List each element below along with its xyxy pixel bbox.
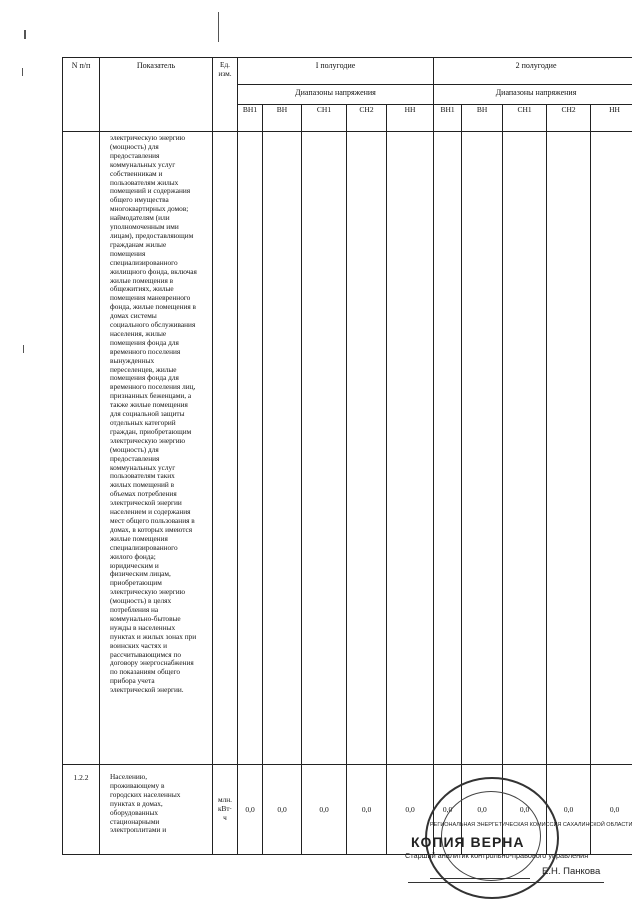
continuation-line: электрическую энергию (110, 133, 186, 142)
row-unit-cell (213, 765, 238, 855)
continuation-line: жилые помещения (110, 533, 168, 543)
continuation-line: населения, жилые (110, 328, 167, 338)
scan-speck (24, 30, 26, 39)
continuation-line: (мощность) для (110, 444, 159, 454)
unit-line: ч (223, 812, 227, 822)
continuation-line: лицам), предоставляющим (110, 230, 194, 240)
header-vn: ВН (263, 105, 302, 132)
continuation-line: помещений и содержания (110, 186, 191, 196)
header-vn: ВН (462, 105, 503, 132)
continuation-line: общего имущества (110, 195, 169, 205)
signature-line (430, 878, 530, 879)
continuation-line: пунктах и жилых зонах при (110, 631, 197, 641)
empty-cell (547, 132, 591, 765)
continuation-line: электрическую энергию (110, 435, 186, 445)
stamp-signer-name: Е.Н. Панкова (542, 866, 601, 877)
continuation-line: рассчитывающимся по (110, 649, 182, 659)
continuation-line: общежитиях, жилые (110, 284, 174, 294)
continuation-line: домах системы (110, 311, 157, 321)
empty-cell (591, 132, 632, 765)
empty-cell (387, 132, 434, 765)
row-value: 0,0 (547, 765, 591, 855)
row-number: 1.2.2 (63, 765, 100, 855)
header-nn: НН (387, 105, 434, 132)
continuation-line: жилых помещений в (110, 480, 175, 490)
continuation-line: прибора учета (110, 676, 155, 686)
continuation-line: потребления на (110, 605, 159, 615)
row-value: 0,0 (462, 765, 503, 855)
row-value: 0,0 (238, 765, 263, 855)
continuation-line: нужды в населенных (110, 622, 176, 632)
continuation-line: помещения маневренного (110, 293, 191, 303)
empty-cell (302, 132, 347, 765)
continuation-line: многоквартирных домов; (110, 204, 189, 214)
continuation-line: для социальной защиты (110, 409, 185, 419)
scan-speck (22, 68, 23, 76)
row-text-line: городских населенных (110, 789, 181, 799)
stamp-organization: РЕГИОНАЛЬНАЯ ЭНЕРГЕТИЧЕСКАЯ КОМИССИЯ САХАЛИНСКОЙ ОБЛАСТИ (430, 822, 632, 828)
empty-cell (263, 132, 302, 765)
header-indicator: Показатель (100, 58, 213, 132)
header-ranges-1: Диапазоны напряжения (238, 85, 434, 105)
tariff-table (62, 57, 632, 855)
continuation-line: по показаниям общего (110, 667, 181, 677)
continuation-line: домах, в которых имеются (110, 524, 193, 534)
row-value: 0,0 (387, 765, 434, 855)
continuation-line: социального обслуживания (110, 320, 196, 330)
scan-speck (218, 12, 219, 42)
continuation-line: мест общего пользования в (110, 515, 195, 525)
continuation-line: пользователям жилых (110, 177, 179, 187)
empty-cell (503, 132, 547, 765)
continuation-unit-cell (213, 132, 238, 765)
continuation-line: переселенцев, жилые (110, 364, 177, 374)
header-ranges-2: Диапазоны напряжения (434, 85, 632, 105)
empty-cell (434, 132, 462, 765)
header-vn1: ВН1 (434, 105, 462, 132)
continuation-text (110, 134, 210, 695)
continuation-line: временного поселения (110, 346, 181, 356)
continuation-line: вынужденных (110, 355, 155, 365)
row-value: 0,0 (347, 765, 387, 855)
continuation-line: жилого фонда; (110, 551, 156, 561)
continuation-line: граждан, приобретающим (110, 426, 192, 436)
header-sn2: СН2 (547, 105, 591, 132)
continuation-line: электрической энергии (110, 498, 182, 508)
header-sn1: СН1 (302, 105, 347, 132)
continuation-line: признанных беженцами, а (110, 391, 192, 401)
continuation-line: помещения фонда для (110, 337, 179, 347)
stamp-position: Старший аналитик контрольно-правового управления (405, 851, 589, 860)
unit-line: млн. (218, 795, 232, 805)
continuation-line: отдельных категорий (110, 418, 176, 427)
row-text-line: электроплитами и (110, 825, 167, 835)
continuation-line: жилые помещения в (110, 275, 174, 285)
row-text-cell (100, 765, 213, 855)
signature-line (408, 882, 604, 883)
row-value: 0,0 (302, 765, 347, 855)
header-num: N п/п (63, 58, 100, 132)
continuation-line: также жилые помещения (110, 400, 188, 410)
row-unit (213, 796, 237, 823)
continuation-line: временного поселения лиц, (110, 382, 196, 392)
continuation-line: наймодателям (или (110, 213, 170, 223)
row-text-line: проживающему в (110, 780, 165, 790)
header-vn1: ВН1 (238, 105, 263, 132)
continuation-line: населением и содержания (110, 507, 191, 517)
header-half2: 2 полугодие (434, 58, 632, 85)
continuation-line: фонда, жилые помещения в (110, 302, 196, 312)
continuation-line: специализированного (110, 542, 178, 552)
unit-line: кВт· (217, 804, 233, 814)
continuation-line: помещения (110, 248, 146, 258)
row-value: 0,0 (503, 765, 547, 855)
continuation-line: коммунальных услуг (110, 462, 176, 472)
row-text-line: пунктах в домах, (110, 798, 163, 808)
continuation-text-cell (100, 132, 213, 765)
continuation-line: физическим лицам, (110, 569, 171, 579)
row-text (110, 773, 210, 835)
continuation-line: уполномоченным ими (110, 222, 179, 232)
continuation-line: помещения фонда для (110, 373, 179, 383)
continuation-line: (мощность) в целях (110, 596, 172, 606)
continuation-line: электрическую энергию (110, 587, 186, 597)
header-sn2: СН2 (347, 105, 387, 132)
stamp-title: КОПИЯ ВЕРНА (411, 834, 525, 850)
continuation-num-cell (63, 132, 100, 765)
continuation-line: жилищного фонда, включая (110, 266, 197, 276)
row-value: 0,0 (263, 765, 302, 855)
scan-speck (23, 345, 24, 353)
header-half1: I полугодие (238, 58, 434, 85)
empty-cell (238, 132, 263, 765)
empty-cell (462, 132, 503, 765)
continuation-line: пользователям таких (110, 471, 175, 481)
row-text-line: Населению, (110, 772, 148, 781)
row-value: 0,0 (434, 765, 462, 855)
continuation-line: предоставления (110, 453, 160, 463)
continuation-line: приобретающим (110, 578, 162, 588)
continuation-line: специализированного (110, 257, 178, 267)
empty-cell (347, 132, 387, 765)
continuation-line: гражданам жилые (110, 239, 167, 249)
header-unit: Ед. изм. (213, 58, 238, 132)
continuation-line: воинских частях и (110, 640, 167, 650)
header-nn: НН (591, 105, 632, 132)
continuation-line: юридическим и (110, 560, 159, 570)
continuation-line: коммунальных услуг (110, 159, 176, 169)
continuation-line: договору энергоснабжения (110, 658, 194, 668)
row-text-line: оборудованных (110, 807, 159, 817)
continuation-line: (мощность) для (110, 141, 159, 151)
continuation-line: предоставления (110, 150, 160, 160)
continuation-line: собственникам и (110, 168, 163, 178)
row-text-line: стационарными (110, 816, 160, 826)
continuation-line: коммунально-бытовые (110, 613, 181, 623)
continuation-line: объемах потребления (110, 489, 177, 499)
continuation-line: электрической энергии. (110, 685, 184, 695)
row-value: 0,0 (591, 765, 632, 855)
header-sn1: СН1 (503, 105, 547, 132)
